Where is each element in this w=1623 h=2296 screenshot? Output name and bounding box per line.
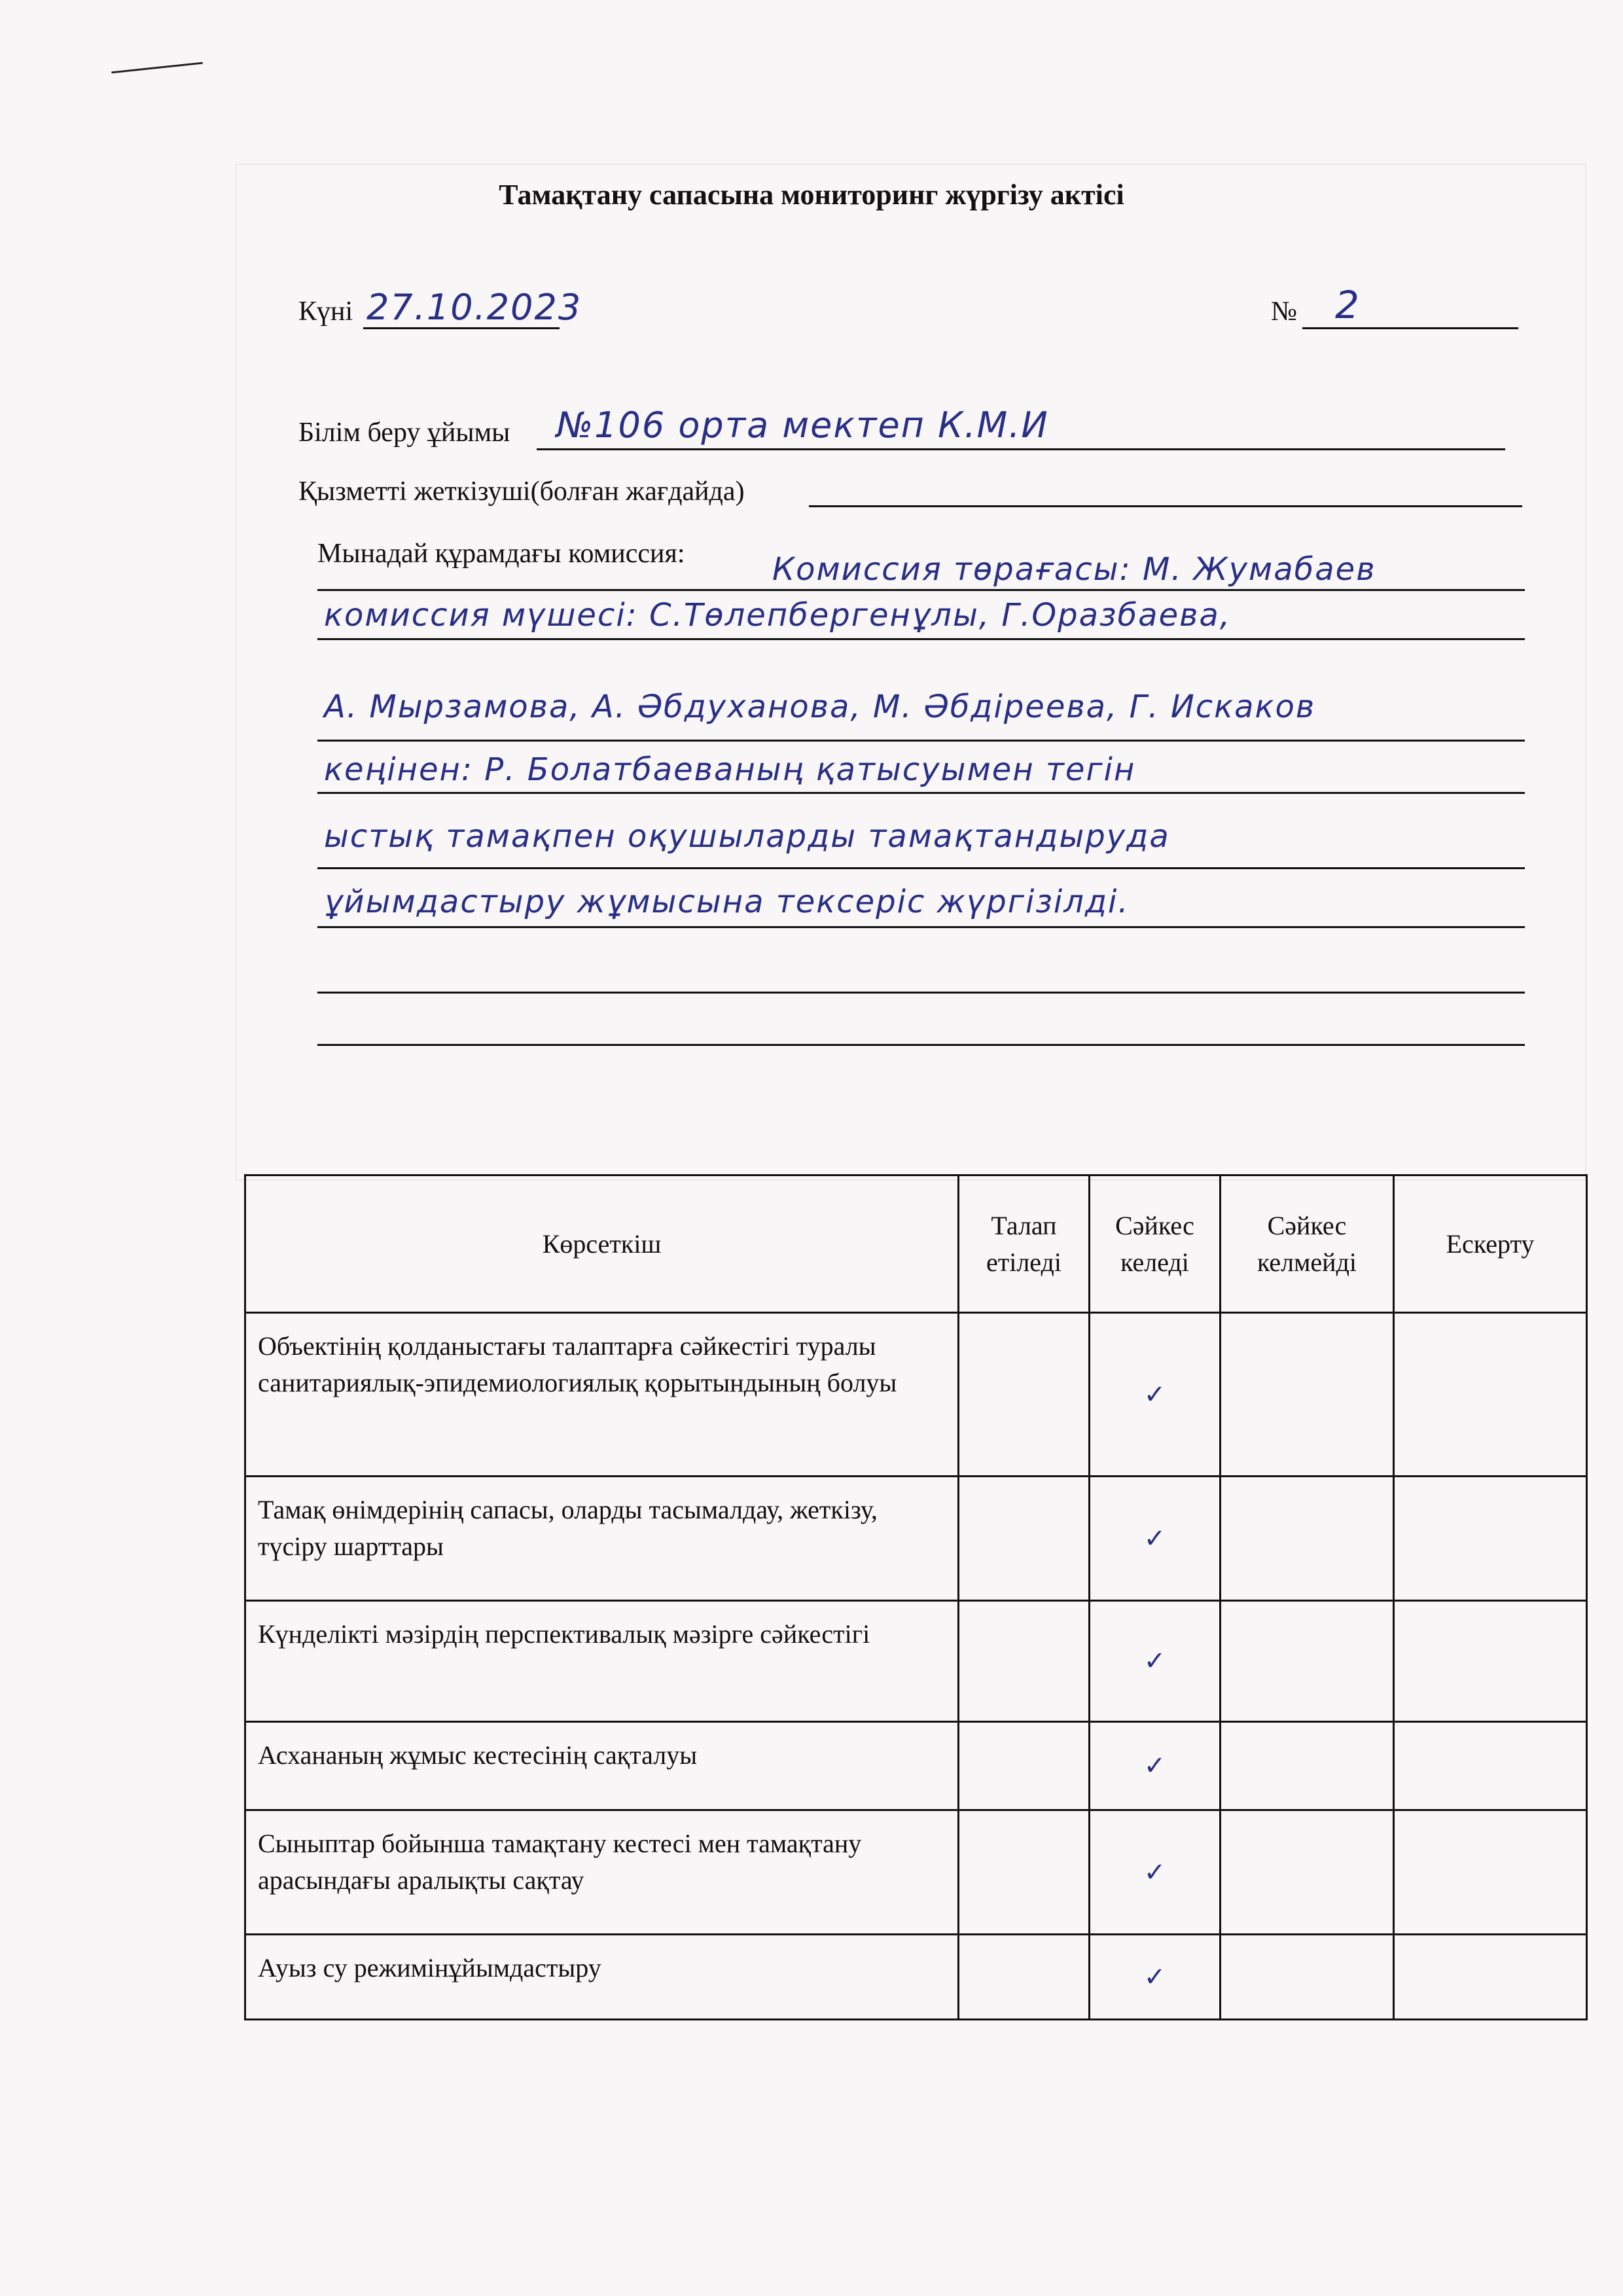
commission-label: Мынадай құрамдағы комиссия: <box>317 539 685 569</box>
commission-line-7 <box>317 992 1525 994</box>
commission-line-6 <box>317 926 1525 928</box>
header-not-complies: Сәйкес келмейді <box>1221 1175 1394 1313</box>
date-label: Күні <box>298 296 353 327</box>
required-cell <box>959 1722 1090 1810</box>
table-row <box>245 1601 1587 1722</box>
commission-text-6: ұйымдастыру жұмысына тексеріс жүргізілді. <box>324 884 1130 920</box>
table-header-row <box>245 1175 1587 1313</box>
header-required: Талап етіледі <box>959 1175 1090 1313</box>
required-cell <box>959 1601 1090 1722</box>
note-cell <box>1394 1601 1587 1722</box>
supplier-line <box>809 505 1522 507</box>
document-title: Тамақтану сапасына мониторинг жүргізу актісі <box>499 179 1124 211</box>
not-complies-cell <box>1221 1935 1394 2020</box>
table-row <box>245 1722 1587 1810</box>
indicator-cell: Ауыз су режимінұйымдастыру <box>245 1935 959 2020</box>
commission-line-1 <box>317 589 1525 591</box>
commission-line-5 <box>317 867 1525 869</box>
header-note: Ескерту <box>1394 1175 1587 1313</box>
note-cell <box>1394 1935 1587 2020</box>
commission-line-3 <box>317 740 1525 742</box>
date-value: 27.10.2023 <box>366 287 582 328</box>
required-cell <box>959 1477 1090 1601</box>
commission-line-2 <box>317 638 1525 640</box>
header-complies: Сәйкес келеді <box>1090 1175 1221 1313</box>
note-cell <box>1394 1722 1587 1810</box>
indicator-cell: Асхананың жұмыс кестесінің сақталуы <box>245 1722 959 1810</box>
table-row <box>245 1313 1587 1477</box>
note-cell <box>1394 1477 1587 1601</box>
not-complies-cell <box>1221 1601 1394 1722</box>
commission-text-5: ыстық тамақпен оқушыларды тамақтандыруда <box>324 818 1170 855</box>
indicator-cell: Объектінің қолданыстағы талаптарға сәйкестігі туралы санитариялық-эпидемиологиялық қорытындының болуы <box>245 1313 959 1477</box>
check-mark-icon: ✓ <box>1090 1935 1221 2020</box>
check-mark-icon: ✓ <box>1090 1477 1221 1601</box>
organization-line <box>537 448 1505 450</box>
not-complies-cell <box>1221 1722 1394 1810</box>
required-cell <box>959 1810 1090 1935</box>
commission-text-3: А. Мырзамова, А. Әбдуханова, М. Әбдіреева, Г. Искаков <box>324 689 1316 725</box>
corner-mark <box>111 62 203 74</box>
note-cell <box>1394 1313 1587 1477</box>
not-complies-cell <box>1221 1313 1394 1477</box>
check-mark-icon: ✓ <box>1090 1313 1221 1477</box>
commission-text-4: кеңінен: Р. Болатбаеваның қатысуымен тегін <box>324 751 1136 788</box>
supplier-label: Қызметті жеткізуші(болған жағдайда) <box>298 476 745 507</box>
indicator-cell: Сыныптар бойынша тамақтану кестесі мен тамақтану арасындағы аралықты сақтау <box>245 1810 959 1935</box>
number-label: № <box>1271 296 1298 327</box>
required-cell <box>959 1935 1090 2020</box>
commission-line-8 <box>317 1044 1525 1046</box>
table-row <box>245 1810 1587 1935</box>
not-complies-cell <box>1221 1810 1394 1935</box>
number-value: 2 <box>1335 283 1361 327</box>
table-row <box>245 1935 1587 2020</box>
check-mark-icon: ✓ <box>1090 1810 1221 1935</box>
required-cell <box>959 1313 1090 1477</box>
check-mark-icon: ✓ <box>1090 1722 1221 1810</box>
monitoring-table <box>244 1174 1588 2020</box>
organization-label: Білім беру ұйымы <box>298 418 510 448</box>
commission-text-2: комиссия мүшесі: С.Төлепбергенұлы, Г.Оразбаева, <box>324 597 1232 634</box>
commission-line-4 <box>317 792 1525 794</box>
number-line <box>1302 327 1518 329</box>
not-complies-cell <box>1221 1477 1394 1601</box>
indicator-cell: Күнделікті мәзірдің перспективалық мәзірге сәйкестігі <box>245 1601 959 1722</box>
organization-value: №106 орта мектеп К.М.И <box>556 404 1049 446</box>
table-row <box>245 1477 1587 1601</box>
check-mark-icon: ✓ <box>1090 1601 1221 1722</box>
header-indicator: Көрсеткіш <box>245 1175 959 1313</box>
note-cell <box>1394 1810 1587 1935</box>
indicator-cell: Тамақ өнімдерінің сапасы, оларды тасымалдау, жеткізу, түсіру шарттары <box>245 1477 959 1601</box>
commission-text-1: Комиссия төрағасы: М. Жумабаев <box>772 551 1376 588</box>
